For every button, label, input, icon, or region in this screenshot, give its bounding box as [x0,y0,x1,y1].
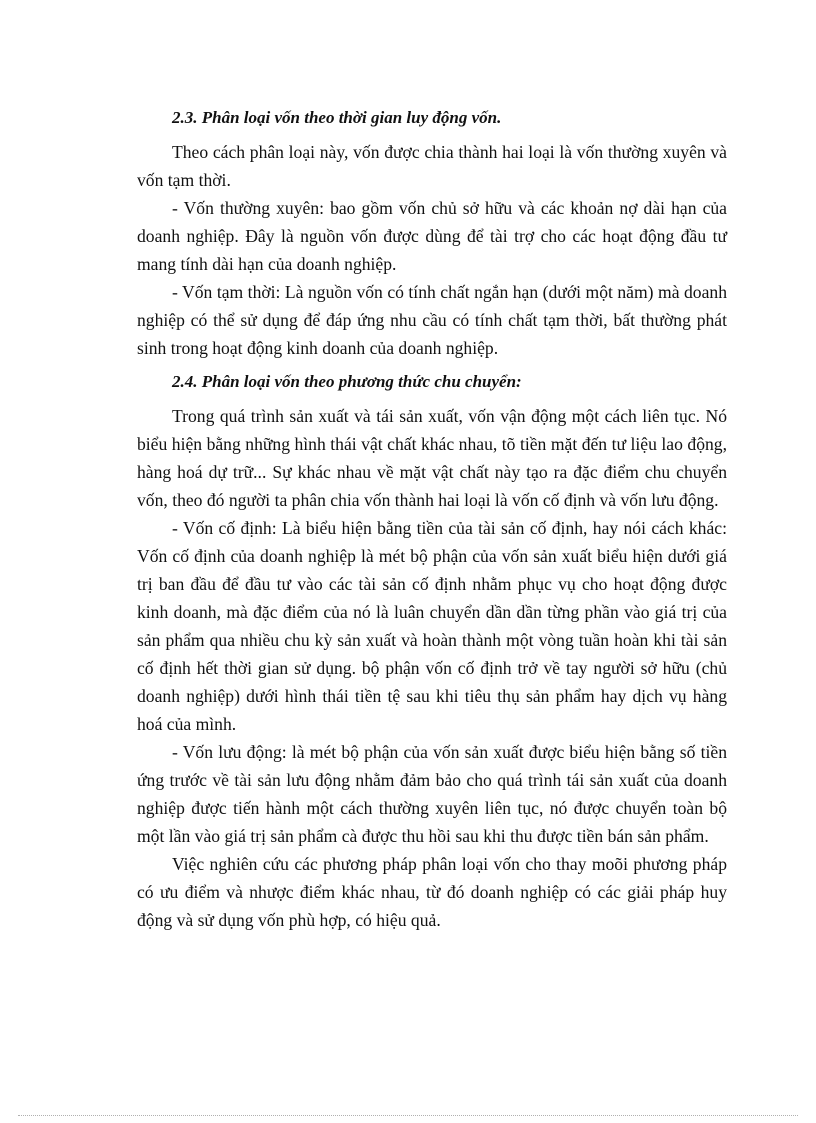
section-heading-2-3: 2.3. Phân loại vốn theo thời gian luy động vốn. [172,108,502,127]
paragraph-capital-circulation: Trong quá trình sản xuất và tái sản xuất, vốn vận động một cách liên tục. Nó biểu hiện bằng những hình thái vật chất khác nhau, tõ tiền mặt đến tư liệu lao động, hàng hoá dự trữ... Sự khác nhau về mặt vật chất này tạo ra đặc điểm chu chuyển vốn, theo đó người ta phân chia vốn thành hai loại là vốn cố định và vốn lưu động. [137,406,727,510]
section-heading-2-4: 2.4. Phân loại vốn theo phương thức chu chuyển: [172,372,522,391]
paragraph-permanent-capital: - Vốn thường xuyên: bao gồm vốn chủ sở hữu và các khoản nợ dài hạn của doanh nghiệp. Đây là nguồn vốn được dùng để tài trợ cho các hoạt động đầu tư mang tính dài hạn của doanh nghiệp. [137,198,727,274]
paragraph-working-capital: - Vốn lưu động: là mét bộ phận của vốn sản xuất được biểu hiện bằng số tiền ứng trước về tài sản lưu động nhằm đảm bảo cho quá trình tái sản xuất của doanh nghiệp được tiến hành một cách thường xuyên liên tục, nó được chuyển toàn bộ một lần vào giá trị sản phẩm cà được thu hồi sau khi thu được tiền bán sản phẩm. [137,742,727,846]
paragraph-classification-intro: Theo cách phân loại này, vốn được chia thành hai loại là vốn thường xuyên và vốn tạm thời. [137,142,727,190]
paragraph-temporary-capital: - Vốn tạm thời: Là nguồn vốn có tính chất ngắn hạn (dưới một năm) mà doanh nghiệp có thể sử dụng để đáp ứng nhu cầu có tính chất tạm thời, bất thường phát sinh trong hoạt động kinh doanh của doanh nghiệp. [137,282,727,358]
document-page [137,104,727,934]
paragraph-fixed-capital: - Vốn cố định: Là biểu hiện bằng tiền của tài sản cố định, hay nói cách khác: Vốn cố định của doanh nghiệp là mét bộ phận của vốn sản xuất biểu hiện dưới giá trị ban đầu để đầu tư vào các tài sản cố định nhằm phục vụ cho hoạt động được kinh doanh, mà đặc điểm của nó là luân chuyển dần dần từng phần vào giá trị của sản phẩm qua nhiều chu kỳ sản xuất và hoàn thành một vòng tuần hoàn khi tài sản cố định hết thời gian sử dụng. bộ phận vốn cố định trở về tay người sở hữu (chủ doanh nghiệp) dưới hình thái tiền tệ sau khi tiêu thụ sản phẩm hay dịch vụ hàng hoá của mình. [137,518,727,734]
page-bottom-divider [18,1115,798,1116]
paragraph-conclusion: Việc nghiên cứu các phương pháp phân loại vốn cho thay moõi phương pháp có ưu điểm và nhược điểm khác nhau, từ đó doanh nghiệp có các giải pháp huy động và sử dụng vốn phù hợp, có hiệu quả. [137,854,727,930]
